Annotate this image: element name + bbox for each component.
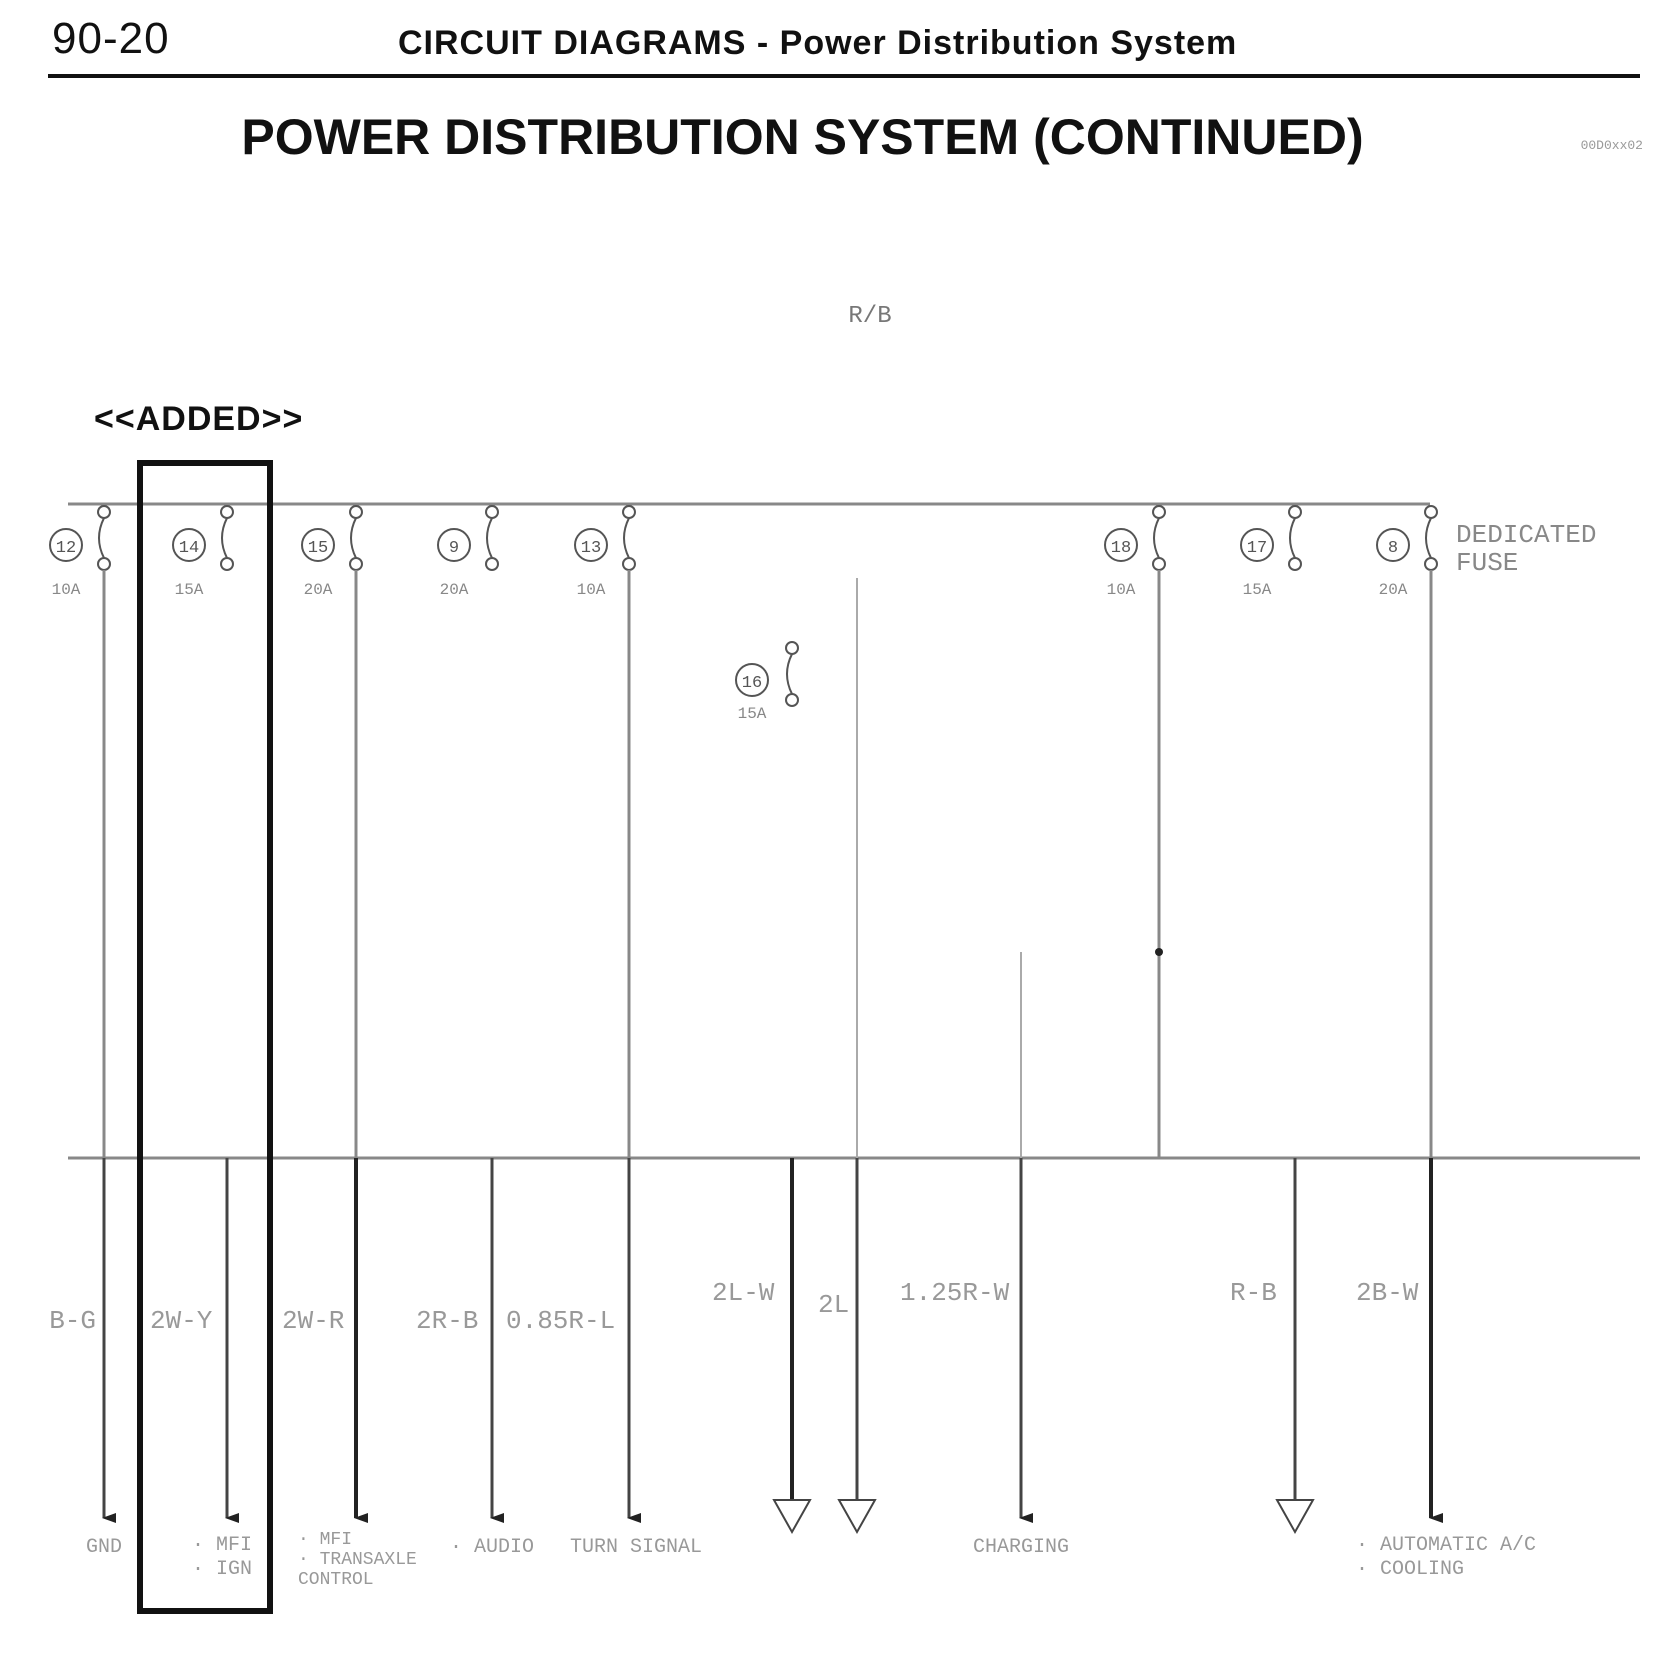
fuse-link (624, 518, 629, 558)
added-label: <<ADDED>> (94, 400, 304, 438)
fuse-number: 15 (307, 539, 329, 558)
fuse-14 (173, 506, 233, 599)
fuse-15 (302, 506, 362, 599)
fuse-17 (1241, 506, 1301, 599)
fuse-terminal (98, 558, 110, 570)
fuse-terminal (1153, 506, 1165, 518)
wire-color-label: 1.25R-W (900, 1278, 1010, 1308)
fuse-terminal (1289, 558, 1301, 570)
fuse-terminal (1425, 506, 1437, 518)
dedicated-fuse-note: DEDICATED (1456, 520, 1597, 550)
connector-symbol (1277, 1500, 1313, 1532)
fuse-terminal (623, 558, 635, 570)
fuse-number: 9 (448, 539, 460, 558)
fuse-link (1154, 518, 1159, 558)
wire-color-label: R-B (1230, 1278, 1277, 1308)
fuse-terminal (1425, 558, 1437, 570)
connector-symbol (839, 1500, 875, 1532)
fuse-terminal (350, 558, 362, 570)
fuse-link (787, 654, 792, 694)
fuse-link (487, 518, 492, 558)
fuse-9a (438, 506, 498, 599)
fuse-terminal (221, 558, 233, 570)
destination-label: · AUDIO (449, 1536, 535, 1559)
wire-color-label: 2W-Y (150, 1306, 213, 1336)
added-highlight-box (140, 463, 270, 1611)
destination-label: · MFI (192, 1534, 253, 1557)
destination-label: · MFI (298, 1530, 353, 1550)
wire-color-label: 2W-R (282, 1306, 345, 1336)
fuse-18 (1105, 506, 1165, 599)
fuse-number: 8 (1387, 539, 1399, 558)
destination-label: CHARGING (972, 1536, 1070, 1559)
fuse-terminal (786, 642, 798, 654)
fuse-link (1426, 518, 1431, 558)
fuse-terminal (221, 506, 233, 518)
wire-color-label: 2L-W (712, 1278, 775, 1308)
wire-color-label: B-G (49, 1306, 96, 1336)
fuse-rating: 15A (174, 581, 204, 599)
wire-color-label: 2B-W (1356, 1278, 1419, 1308)
dedicated-fuse-note: FUSE (1456, 548, 1519, 578)
fuse-rating: 20A (303, 581, 333, 599)
destination-label: · COOLING (1356, 1558, 1465, 1581)
destination-label: · AUTOMATIC A/C (1356, 1534, 1537, 1557)
relay-block-label: R/B (848, 303, 892, 330)
fuse-terminal (786, 694, 798, 706)
fuse-rating: 10A (1106, 581, 1136, 599)
fuse-12 (50, 506, 110, 599)
fuse-rating: 10A (51, 581, 81, 599)
fuse-terminal (623, 506, 635, 518)
fuse-terminal (98, 506, 110, 518)
fuse-rating: 15A (1242, 581, 1272, 599)
fuse-number: 14 (178, 539, 200, 558)
page-title: POWER DISTRIBUTION SYSTEM (CONTINUED) (241, 109, 1364, 165)
destination-label: · TRANSAXLE (298, 1550, 417, 1570)
page-number: 90-20 (52, 14, 170, 63)
running-header: CIRCUIT DIAGRAMS - Power Distribution System (398, 24, 1238, 62)
destination-label: · IGN (192, 1558, 253, 1581)
document-code: 00D0xx02 (1580, 138, 1643, 153)
fuse-rating: 10A (576, 581, 606, 599)
fuse-terminal (486, 506, 498, 518)
fuse-number: 12 (55, 539, 77, 558)
fuse-terminal (350, 506, 362, 518)
fuse-link (1290, 518, 1295, 558)
fuse-rating: 20A (439, 581, 469, 599)
wire-color-label: 2R-B (416, 1306, 479, 1336)
destination-label: TURN SIGNAL (569, 1536, 703, 1559)
fuse-rating: 15A (737, 705, 767, 723)
wire-color-label: 2L (818, 1290, 850, 1320)
fuse-number: 17 (1246, 539, 1268, 558)
fuse-link (351, 518, 356, 558)
fuse-number: 18 (1110, 539, 1132, 558)
fuse-16 (736, 642, 798, 723)
destination-label: GND (85, 1536, 123, 1559)
fuse-13 (575, 506, 635, 599)
fuse-link (222, 518, 227, 558)
fuse-terminal (1153, 558, 1165, 570)
fuse-rating: 20A (1378, 581, 1408, 599)
fuse-terminal (1289, 506, 1301, 518)
fuse-link (99, 518, 104, 558)
fuse-number: 13 (580, 539, 602, 558)
wire-color-label: 0.85R-L (506, 1306, 616, 1336)
junction-dot (1155, 948, 1163, 956)
connector-symbol (774, 1500, 810, 1532)
fuse-terminal (486, 558, 498, 570)
destination-label: CONTROL (298, 1570, 374, 1590)
fuse-number: 16 (741, 674, 763, 693)
fuse-8 (1377, 506, 1437, 599)
